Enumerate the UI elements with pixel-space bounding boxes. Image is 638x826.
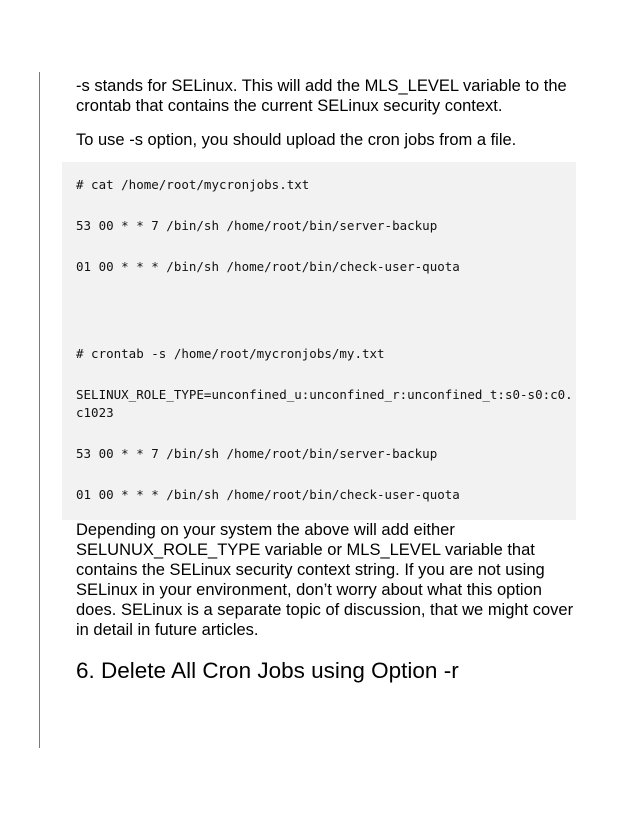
- code-line: # crontab -s /home/root/mycronjobs/my.txt: [76, 346, 385, 361]
- code-block: [62, 162, 576, 520]
- left-margin-rule: [39, 72, 40, 748]
- section-heading: 6. Delete All Cron Jobs using Option -r: [76, 658, 459, 683]
- intro-paragraph-selinux: -s stands for SELinux. This will add the MLS_LEVEL variable to the crontab that contains the current SELinux security context.: [76, 77, 567, 115]
- code-line: 53 00 * * 7 /bin/sh /home/root/bin/server-backup: [76, 446, 438, 461]
- code-line: 01 00 * * * /bin/sh /home/root/bin/check-user-quota: [76, 487, 460, 502]
- code-line: 01 00 * * * /bin/sh /home/root/bin/check-user-quota: [76, 259, 460, 274]
- intro-paragraph-upload: To use -s option, you should upload the cron jobs from a file.: [76, 131, 517, 149]
- document-content: [76, 76, 576, 684]
- code-blank-line: [76, 299, 576, 345]
- code-line: 53 00 * * 7 /bin/sh /home/root/bin/server-backup: [76, 218, 438, 233]
- explanation-paragraph: Depending on your system the above will add either SELUNUX_ROLE_TYPE variable or MLS_LEVEL variable that contains the SELinux security context string. If you are not using SELinux in your environment, don’t worry about what this option does. SELinux is a separate topic of discussion, that we might cover in detail in future articles.: [76, 521, 574, 639]
- code-line: # cat /home/root/mycronjobs.txt: [76, 177, 310, 192]
- code-line: SELINUX_ROLE_TYPE=unconfined_u:unconfined_r:unconfined_t:s0-s0:c0.c1023: [76, 387, 573, 420]
